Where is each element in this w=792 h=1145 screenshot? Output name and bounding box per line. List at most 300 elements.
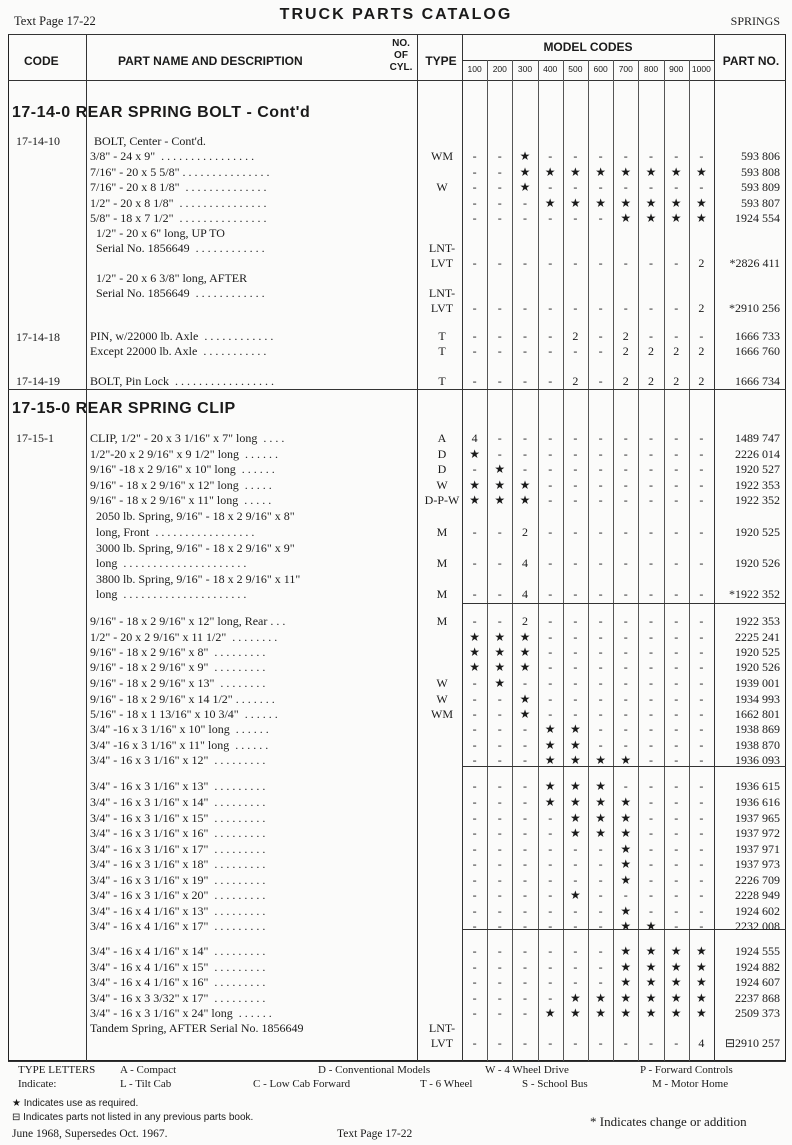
model-qty-cell: - [623, 447, 628, 461]
model-use-star: ★ [494, 493, 506, 507]
part-description: CLIP, 1/2" - 20 x 3 1/16" x 7" long . . . . [90, 431, 285, 445]
model-qty-cell: - [472, 975, 477, 989]
model-qty-cell: 2 [622, 374, 629, 388]
part-description: 7/16" - 20 x 8 1/8" . . . . . . . . . . . . . . [90, 180, 267, 194]
model-use-star: ★ [544, 722, 556, 736]
part-code: 17-15-1 [16, 431, 54, 445]
model-qty-cell: - [523, 447, 527, 461]
model-qty-cell: - [472, 857, 477, 871]
model-use-star: ★ [620, 211, 632, 225]
page-title: TRUCK PARTS CATALOG [279, 6, 513, 23]
model-qty-cell: - [674, 692, 679, 706]
part-description: 3/4" - 16 x 3 1/16" x 19" . . . . . . . . . [90, 873, 266, 887]
part-number: 1937 965 [735, 811, 780, 825]
model-qty-cell: - [699, 587, 704, 601]
type-letters: A [437, 431, 447, 445]
part-description: 3000 lb. Spring, 9/16" - 18 x 2 9/16" x 9" [90, 541, 295, 555]
section-name: SPRINGS [730, 14, 780, 28]
part-description: 3/4" -16 x 3 1/16" x 10" long . . . . . . [90, 722, 269, 736]
model-qty-cell: - [497, 873, 502, 887]
model-qty-cell: - [548, 211, 553, 225]
part-number: 2226 709 [735, 873, 780, 887]
model-qty-cell: - [497, 779, 502, 793]
model-qty-cell: - [623, 692, 628, 706]
model-qty-cell: - [497, 692, 502, 706]
model-qty-cell: - [674, 904, 679, 918]
model-code-header: 300 [517, 64, 533, 74]
model-qty-cell: - [699, 329, 704, 343]
type-letters: T [438, 344, 446, 358]
model-qty-cell: - [497, 944, 502, 958]
model-qty-cell: - [523, 722, 527, 736]
model-qty-cell: - [573, 431, 578, 445]
model-qty-cell: - [472, 329, 477, 343]
model-qty-cell: - [497, 556, 502, 570]
model-use-star: ★ [645, 919, 657, 933]
model-qty-cell: - [649, 722, 653, 736]
model-use-star: ★ [645, 165, 657, 179]
part-description: 3/4" - 16 x 3 1/16" x 18" . . . . . . . . . [90, 857, 266, 871]
model-qty-cell: - [497, 960, 502, 974]
part-description: 7/16" - 20 x 5 5/8" . . . . . . . . . . . . . . . [90, 165, 270, 179]
type-letters: M [436, 614, 448, 628]
model-qty-cell: - [472, 842, 477, 856]
model-qty-cell: - [649, 707, 653, 721]
model-qty-cell: - [699, 795, 704, 809]
header-rule [8, 80, 786, 81]
model-qty-cell: - [497, 431, 502, 445]
model-code-header: 900 [669, 64, 684, 74]
model-qty-cell: - [472, 919, 477, 933]
model-qty-cell: - [674, 630, 679, 644]
model-qty-cell: - [497, 149, 502, 163]
model-qty-cell: - [649, 525, 653, 539]
model-qty-cell: - [523, 873, 527, 887]
model-qty-cell: - [674, 873, 679, 887]
part-number: 593 807 [741, 196, 780, 210]
part-description: BOLT, Center - Cont'd. [94, 134, 206, 148]
model-qty-cell: - [497, 301, 502, 315]
model-qty-cell: - [497, 344, 502, 358]
model-use-star: ★ [595, 811, 606, 825]
model-use-star: ★ [620, 960, 632, 974]
type-letters: WM [431, 149, 453, 163]
model-qty-cell: - [674, 180, 679, 194]
model-use-star: ★ [670, 165, 682, 179]
model-qty-cell: - [523, 196, 527, 210]
type-letters: W [436, 676, 448, 690]
type-letters: LNT- [428, 241, 456, 255]
model-qty-cell: - [472, 904, 477, 918]
model-qty-cell: - [548, 493, 553, 507]
part-description: 1/2" - 20 x 6" long, UP TO [90, 226, 225, 240]
part-description: 3/4" - 16 x 3 1/16" x 15" . . . . . . . . . [90, 811, 266, 825]
model-use-star: ★ [620, 196, 632, 210]
model-qty-cell: - [573, 645, 578, 659]
model-qty-cell: - [523, 826, 527, 840]
legend-item: A - Compact [120, 1064, 177, 1076]
model-qty-cell: - [598, 301, 603, 315]
model-qty-cell: - [598, 692, 603, 706]
legend-item: C - Low Cab Forward [253, 1078, 351, 1090]
model-qty-cell: - [573, 447, 578, 461]
model-qty-cell: - [674, 256, 679, 270]
model-qty-cell: - [497, 795, 502, 809]
part-number: 1920 527 [735, 462, 780, 476]
model-use-star: ★ [570, 753, 581, 767]
model-qty-cell: - [548, 904, 553, 918]
part-description: Serial No. 1856649 . . . . . . . . . . . . [90, 286, 265, 300]
model-qty-cell: 2 [522, 614, 528, 628]
model-qty-cell: - [598, 645, 603, 659]
model-qty-cell: - [523, 374, 527, 388]
model-use-star: ★ [595, 165, 606, 179]
part-number: 1937 973 [735, 857, 780, 871]
model-qty-cell: - [472, 795, 477, 809]
model-code-header: 800 [643, 64, 659, 74]
model-qty-cell: - [598, 842, 603, 856]
model-qty-cell: - [573, 614, 578, 628]
model-qty-cell: - [598, 660, 603, 674]
model-use-star: ★ [570, 779, 581, 793]
model-qty-cell: - [548, 374, 553, 388]
model-qty-cell: - [623, 630, 628, 644]
model-qty-cell: - [623, 707, 628, 721]
model-qty-cell: - [623, 614, 628, 628]
model-qty-cell: 2 [698, 374, 705, 388]
model-qty-cell: - [649, 779, 653, 793]
model-use-star: ★ [670, 196, 682, 210]
col-type: TYPE [425, 54, 457, 68]
part-number: 1662 801 [735, 707, 780, 721]
model-qty-cell: - [623, 676, 628, 690]
part-number: *1922 352 [729, 587, 780, 601]
model-use-star: ★ [620, 165, 632, 179]
model-use-star: ★ [519, 180, 531, 194]
model-qty-cell: - [598, 447, 603, 461]
part-code: 17-14-10 [16, 134, 60, 148]
model-qty-cell: - [523, 211, 527, 225]
model-qty-cell: - [649, 329, 653, 343]
model-qty-cell: - [472, 676, 477, 690]
model-qty-cell: - [674, 842, 679, 856]
part-description: 3/4" - 16 x 4 1/16" x 13" . . . . . . . . . [90, 904, 266, 918]
model-qty-cell: - [674, 478, 679, 492]
model-qty-cell: - [573, 660, 578, 674]
page-ref-bottom: Text Page 17-22 [337, 1128, 413, 1140]
model-qty-cell: - [523, 329, 527, 343]
model-use-star: ★ [544, 165, 556, 179]
model-qty-cell: - [649, 645, 653, 659]
model-use-star: ★ [696, 991, 707, 1005]
part-number: 1922 352 [735, 493, 780, 507]
model-qty-cell: - [497, 180, 502, 194]
type-letters: M [436, 587, 448, 601]
model-qty-cell: - [497, 196, 502, 210]
model-qty-cell: - [497, 1036, 502, 1050]
model-qty-cell: - [573, 493, 578, 507]
model-use-star: ★ [620, 795, 632, 809]
model-qty-cell: - [623, 587, 628, 601]
model-qty-cell: - [523, 256, 527, 270]
model-qty-cell: - [598, 374, 603, 388]
model-qty-cell: - [649, 873, 653, 887]
legend-label: Indicate: [18, 1078, 57, 1090]
model-qty-cell: - [623, 1036, 628, 1050]
model-use-star: ★ [620, 919, 632, 933]
model-qty-cell: - [649, 462, 653, 476]
model-qty-cell: - [674, 329, 679, 343]
model-qty-cell: - [598, 888, 603, 902]
model-qty-cell: - [472, 944, 477, 958]
model-qty-cell: - [573, 857, 578, 871]
part-number: 2225 241 [735, 630, 780, 644]
model-use-star: ★ [696, 944, 707, 958]
model-qty-cell: - [699, 556, 704, 570]
part-code: 17-14-18 [16, 330, 60, 344]
model-qty-cell: - [573, 944, 578, 958]
model-qty-cell: - [472, 692, 477, 706]
model-qty-cell: - [523, 795, 527, 809]
model-qty-cell: - [699, 888, 704, 902]
part-number: 1666 734 [735, 374, 780, 388]
model-code-header: 100 [467, 64, 482, 74]
model-use-star: ★ [696, 975, 707, 989]
model-qty-cell: - [674, 645, 679, 659]
part-description: 3/4" - 16 x 3 1/16" x 12" . . . . . . . . . [90, 753, 266, 767]
model-use-star: ★ [519, 493, 531, 507]
part-code: 17-14-19 [16, 374, 60, 388]
model-qty-cell: 2 [622, 329, 629, 343]
model-qty-cell: - [699, 919, 704, 933]
page-ref-top: Text Page 17-22 [14, 14, 96, 28]
model-qty-cell: - [699, 873, 704, 887]
model-qty-cell: - [674, 1036, 679, 1050]
model-qty-cell: 4 [698, 1036, 705, 1050]
part-number: 1666 760 [735, 344, 780, 358]
model-qty-cell: - [699, 431, 704, 445]
model-qty-cell: - [623, 149, 628, 163]
model-use-star: ★ [494, 630, 506, 644]
model-qty-cell: - [497, 888, 502, 902]
type-letters: W [436, 180, 448, 194]
model-use-star: ★ [696, 196, 707, 210]
model-use-star: ★ [620, 873, 632, 887]
model-use-star: ★ [570, 738, 581, 752]
model-qty-cell: - [472, 779, 477, 793]
type-letters: LVT [430, 256, 454, 270]
model-qty-cell: - [674, 149, 679, 163]
model-qty-cell: - [548, 329, 553, 343]
model-qty-cell: - [598, 431, 603, 445]
model-qty-cell: - [699, 738, 704, 752]
part-description: 5/8" - 18 x 7 1/2" . . . . . . . . . . . . . . . [90, 211, 267, 225]
section-title: 17-14-0 REAR SPRING BOLT - Cont'd [12, 104, 311, 121]
model-qty-cell: - [497, 826, 502, 840]
model-qty-cell: - [699, 826, 704, 840]
model-qty-cell: - [674, 493, 679, 507]
model-use-star: ★ [570, 722, 581, 736]
model-qty-cell: - [548, 301, 553, 315]
model-qty-cell: 2 [673, 344, 680, 358]
model-qty-cell: 2 [698, 256, 705, 270]
model-qty-cell: - [649, 614, 653, 628]
part-number: 1939 001 [735, 676, 780, 690]
type-letters: T [438, 329, 446, 343]
model-qty-cell: - [623, 478, 628, 492]
model-qty-cell: - [649, 692, 653, 706]
model-qty-cell: - [623, 738, 628, 752]
model-use-star: ★ [544, 795, 556, 809]
model-qty-cell: - [472, 374, 477, 388]
model-use-star: ★ [494, 660, 506, 674]
model-code-header: 600 [593, 64, 608, 74]
model-qty-cell: - [598, 904, 603, 918]
model-qty-cell: - [548, 149, 553, 163]
legend-item: W - 4 Wheel Drive [485, 1064, 569, 1076]
col-divider [86, 34, 87, 1061]
part-number: 1934 993 [735, 692, 780, 706]
model-qty-cell: - [699, 630, 704, 644]
part-description: 3/4" - 16 x 4 1/16" x 15" . . . . . . . . . [90, 960, 266, 974]
model-qty-cell: - [472, 1036, 477, 1050]
model-qty-cell: - [497, 211, 502, 225]
part-number: 1936 615 [735, 779, 780, 793]
model-use-star: ★ [696, 1006, 707, 1020]
model-use-star: ★ [595, 795, 606, 809]
model-qty-cell: - [497, 975, 502, 989]
model-use-star: ★ [670, 975, 682, 989]
part-number: 2509 373 [735, 1006, 780, 1020]
model-qty-cell: - [523, 1006, 527, 1020]
model-use-star: ★ [519, 165, 531, 179]
model-qty-cell: - [649, 904, 653, 918]
model-use-star: ★ [494, 478, 506, 492]
model-qty-cell: - [598, 630, 603, 644]
model-qty-cell: - [674, 753, 679, 767]
model-use-star: ★ [544, 1006, 556, 1020]
type-letters: D [437, 447, 447, 461]
part-number: 1937 971 [735, 842, 780, 856]
model-qty-cell: - [598, 344, 603, 358]
model-qty-cell: - [548, 431, 553, 445]
type-letters: D [437, 462, 447, 476]
model-qty-cell: - [523, 1036, 527, 1050]
model-qty-cell: - [699, 149, 704, 163]
model-qty-cell: - [472, 826, 477, 840]
model-qty-cell: - [598, 211, 603, 225]
model-qty-cell: - [699, 614, 704, 628]
model-use-star: ★ [519, 149, 531, 163]
model-qty-cell: - [649, 1036, 653, 1050]
legend-label: TYPE LETTERS [18, 1064, 96, 1076]
part-description: 9/16" - 18 x 2 9/16" x 11" long . . . . . [90, 493, 272, 507]
model-qty-cell: - [497, 329, 502, 343]
model-qty-cell: - [497, 991, 502, 1005]
model-qty-cell: - [674, 919, 679, 933]
note-box: ⊟ Indicates parts not listed in any previous parts book. [12, 1112, 254, 1123]
model-qty-cell: - [472, 738, 477, 752]
model-qty-cell: - [497, 857, 502, 871]
model-qty-cell: - [573, 478, 578, 492]
part-number: 1922 353 [735, 478, 780, 492]
model-qty-cell: - [472, 722, 477, 736]
model-use-star: ★ [696, 165, 707, 179]
model-use-star: ★ [544, 753, 556, 767]
model-qty-cell: - [649, 753, 653, 767]
model-qty-cell: - [548, 857, 553, 871]
type-letters: M [436, 525, 448, 539]
part-number: 1924 607 [735, 975, 780, 989]
model-qty-cell: - [573, 676, 578, 690]
part-description: Serial No. 1856649 . . . . . . . . . . . . [90, 241, 265, 255]
part-description: Except 22000 lb. Axle . . . . . . . . . . . [90, 344, 267, 358]
model-qty-cell: - [497, 374, 502, 388]
legend-item: D - Conventional Models [318, 1064, 431, 1076]
model-qty-cell: - [523, 462, 527, 476]
model-qty-cell: - [497, 919, 502, 933]
model-qty-cell: - [573, 904, 578, 918]
model-qty-cell: - [548, 1036, 553, 1050]
part-description: 1/2"-20 x 2 9/16" x 9 1/2" long . . . . . . [90, 447, 279, 461]
model-qty-cell: - [523, 904, 527, 918]
model-use-star: ★ [519, 707, 531, 721]
part-description: 3/4" - 16 x 3 3/32" x 17" . . . . . . . . . [90, 991, 266, 1005]
model-qty-cell: - [523, 991, 527, 1005]
model-qty-cell: - [573, 180, 578, 194]
model-qty-cell: - [548, 614, 553, 628]
model-use-star: ★ [620, 1006, 632, 1020]
model-qty-cell: - [548, 478, 553, 492]
model-qty-cell: - [472, 960, 477, 974]
part-description: long . . . . . . . . . . . . . . . . . . . . . [90, 587, 247, 601]
model-qty-cell: - [472, 707, 477, 721]
model-use-star: ★ [469, 478, 480, 492]
model-qty-cell: - [674, 676, 679, 690]
model-qty-cell: 4 [471, 431, 478, 445]
model-qty-cell: - [674, 826, 679, 840]
model-qty-cell: - [649, 301, 653, 315]
model-qty-cell: - [548, 960, 553, 974]
part-description: 9/16" - 18 x 2 9/16" x 14 1/2" . . . . . . . [90, 692, 275, 706]
model-qty-cell: - [649, 256, 653, 270]
model-qty-cell: - [548, 692, 553, 706]
model-use-star: ★ [469, 645, 480, 659]
model-qty-cell: - [598, 873, 603, 887]
part-number: 593 809 [741, 180, 780, 194]
model-qty-cell: - [623, 722, 628, 736]
part-number: 1924 882 [735, 960, 780, 974]
model-use-star: ★ [645, 1006, 657, 1020]
model-qty-cell: - [548, 344, 553, 358]
model-qty-cell: - [472, 888, 477, 902]
part-description: 3/4" - 16 x 3 1/16" x 20" . . . . . . . . . [90, 888, 266, 902]
col-divider [714, 34, 715, 1061]
model-qty-cell: - [649, 587, 653, 601]
model-code-header: 400 [543, 64, 558, 74]
part-description: 3800 lb. Spring, 9/16" - 18 x 2 9/16" x 11" [90, 572, 301, 586]
model-use-star: ★ [645, 944, 657, 958]
model-use-star: ★ [519, 645, 531, 659]
model-qty-cell: - [497, 447, 502, 461]
part-description: PIN, w/22000 lb. Axle . . . . . . . . . . . . [90, 329, 274, 343]
part-number: *2910 256 [729, 301, 780, 315]
model-qty-cell: - [699, 525, 704, 539]
type-letters: LNT- [428, 1021, 456, 1035]
model-qty-cell: - [548, 991, 553, 1005]
model-use-star: ★ [645, 991, 657, 1005]
model-use-star: ★ [544, 738, 556, 752]
